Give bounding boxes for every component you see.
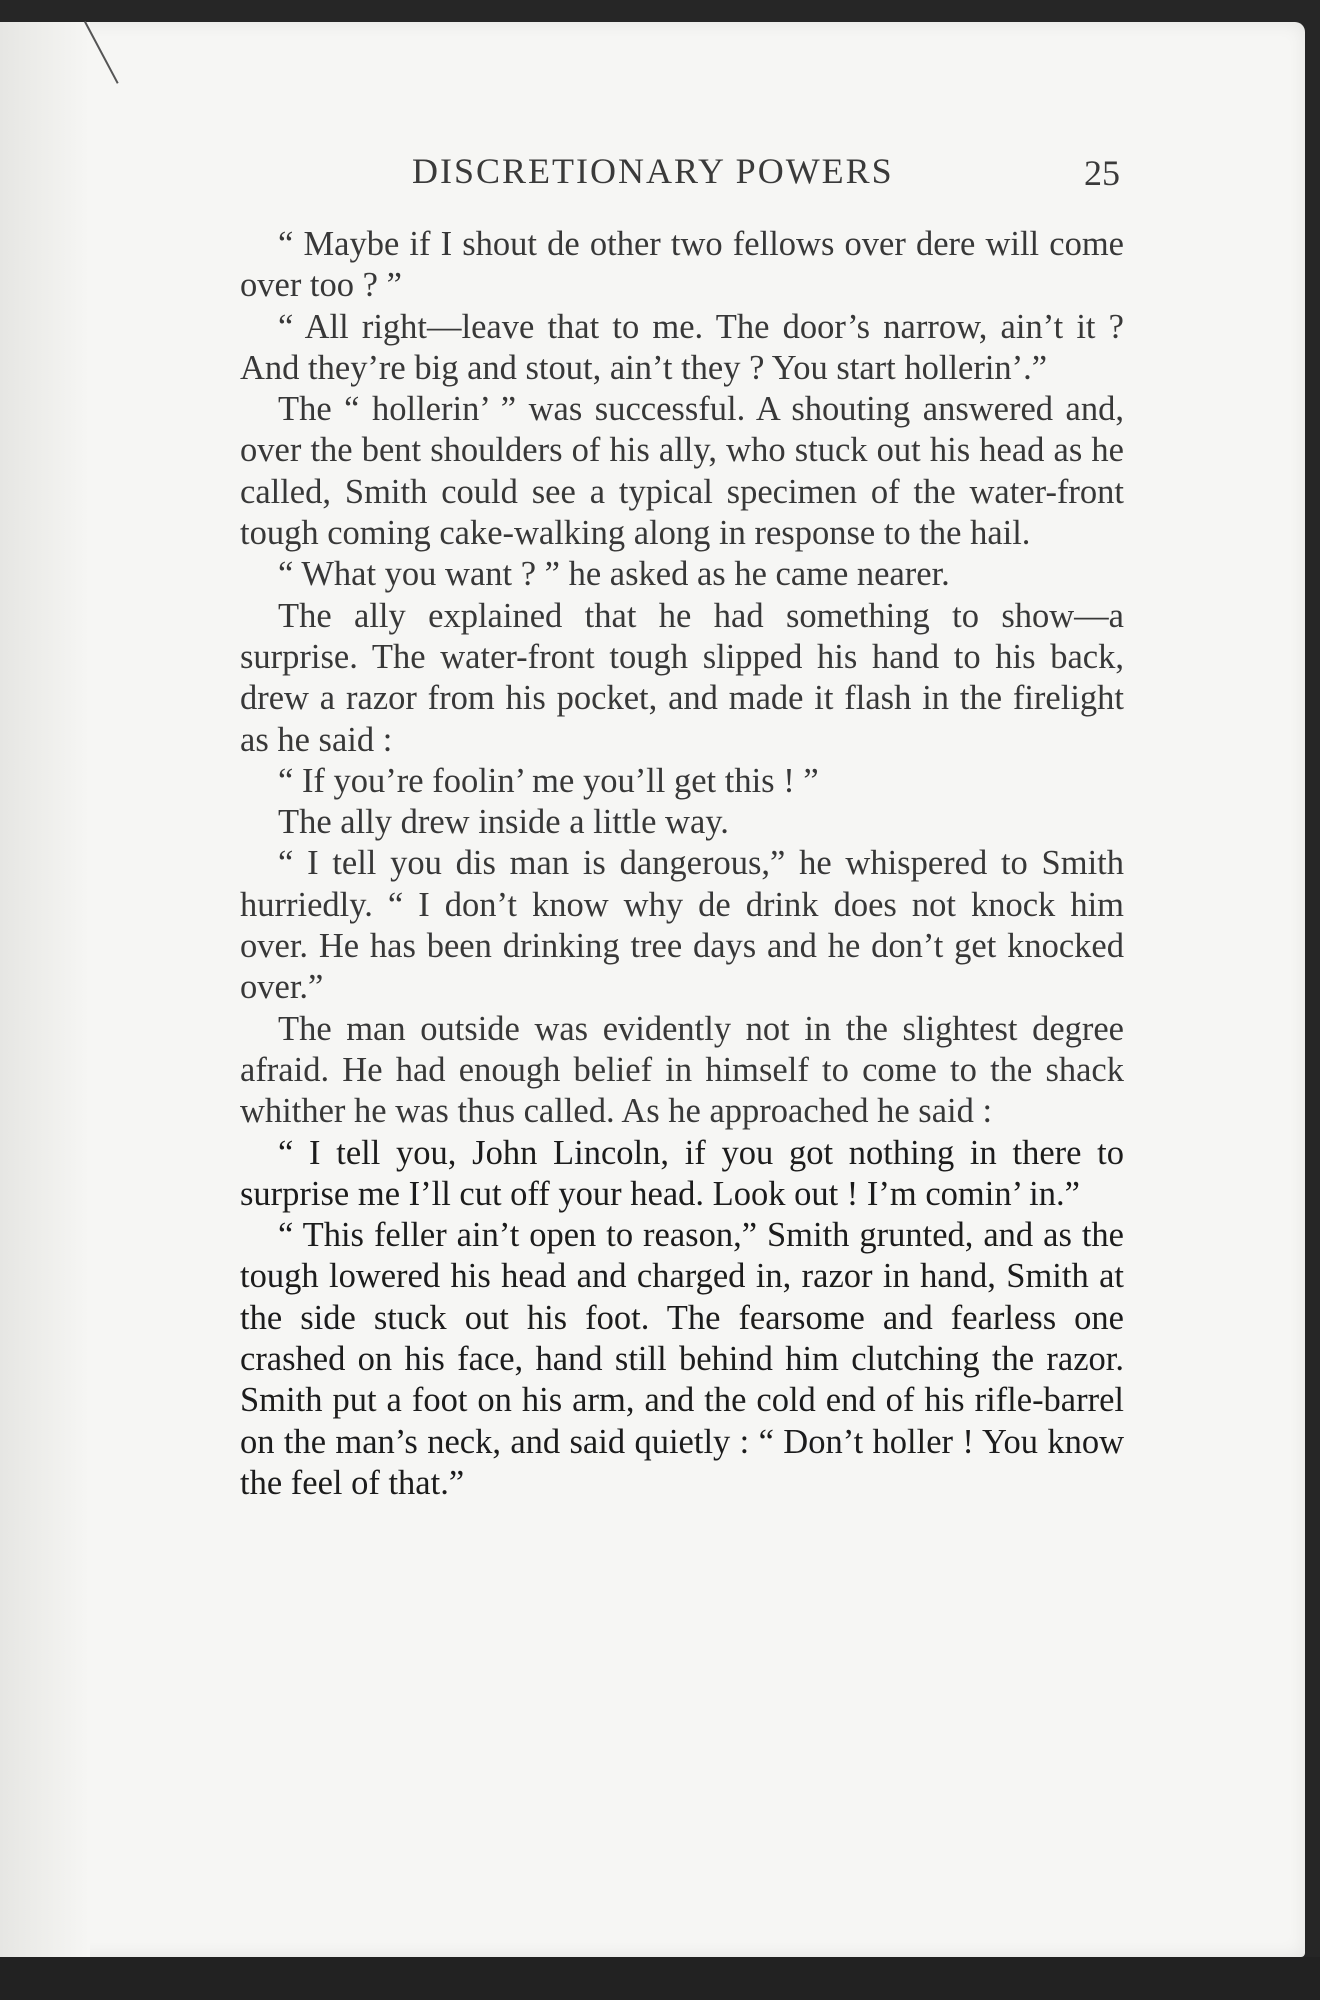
paragraph: The man outside was evidently not in the slightest degree afraid. He had enough belief in himself to come to the shack whither he was thus called. As he approached he said :	[240, 1009, 1124, 1131]
running-header	[240, 150, 1120, 200]
body-text	[240, 224, 1124, 1504]
book-page	[0, 22, 1305, 1957]
page-gutter	[0, 22, 90, 1957]
paragraph: The “ hollerin’ ” was successful. A shouting answered and, over the bent shoulders of his ally, who stuck out his head as he called, Smith could see a typical specimen of the water-front tough coming cake-walking along in response to the hail.	[240, 390, 1124, 553]
running-title: DISCRETIONARY POWERS	[412, 151, 894, 191]
paragraph: “ This feller ain’t open to reason,” Smith grunted, and as the tough lowered his head and charged in, razor in hand, Smith at the side stuck out his foot. The fearsome and fearless one crashed on his face, hand still behind him clutching the razor. Smith put a foot on his arm, and the cold end of his rifle-barrel on the man’s neck, and said quietly : “ Don’t holler ! You know the feel of that.”	[240, 1216, 1124, 1502]
paragraph: The ally drew inside a little way.	[278, 803, 729, 842]
scan-bottom-edge	[0, 1957, 1320, 2000]
paragraph: The ally explained that he had something to show—a surprise. The water-front tough slipped his hand to his back, drew a razor from his pocket, and made it flash in the firelight as he said :	[240, 596, 1124, 759]
paragraph: “ All right—leave that to me. The door’s narrow, ain’t it ? And they’re big and stout, ain’t they ? You start hollerin’.”	[240, 307, 1124, 387]
page-number: 25	[1084, 153, 1120, 193]
paragraph: “ I tell you, John Lincoln, if you got nothing in there to surprise me I’ll cut off your head. Look out ! I’m comin’ in.”	[240, 1133, 1124, 1213]
paragraph: “ What you want ? ” he asked as he came nearer.	[278, 555, 950, 594]
paragraph: “ Maybe if I shout de other two fellows over dere will come over too ? ”	[240, 225, 1124, 305]
paragraph: “ If you’re foolin’ me you’ll get this ! ”	[278, 761, 819, 800]
paragraph: “ I tell you dis man is dangerous,” he whispered to Smith hurriedly. “ I don’t know why de drink does not knock him over. He has been drinking tree days and he don’t get knocked over.”	[240, 844, 1124, 1007]
